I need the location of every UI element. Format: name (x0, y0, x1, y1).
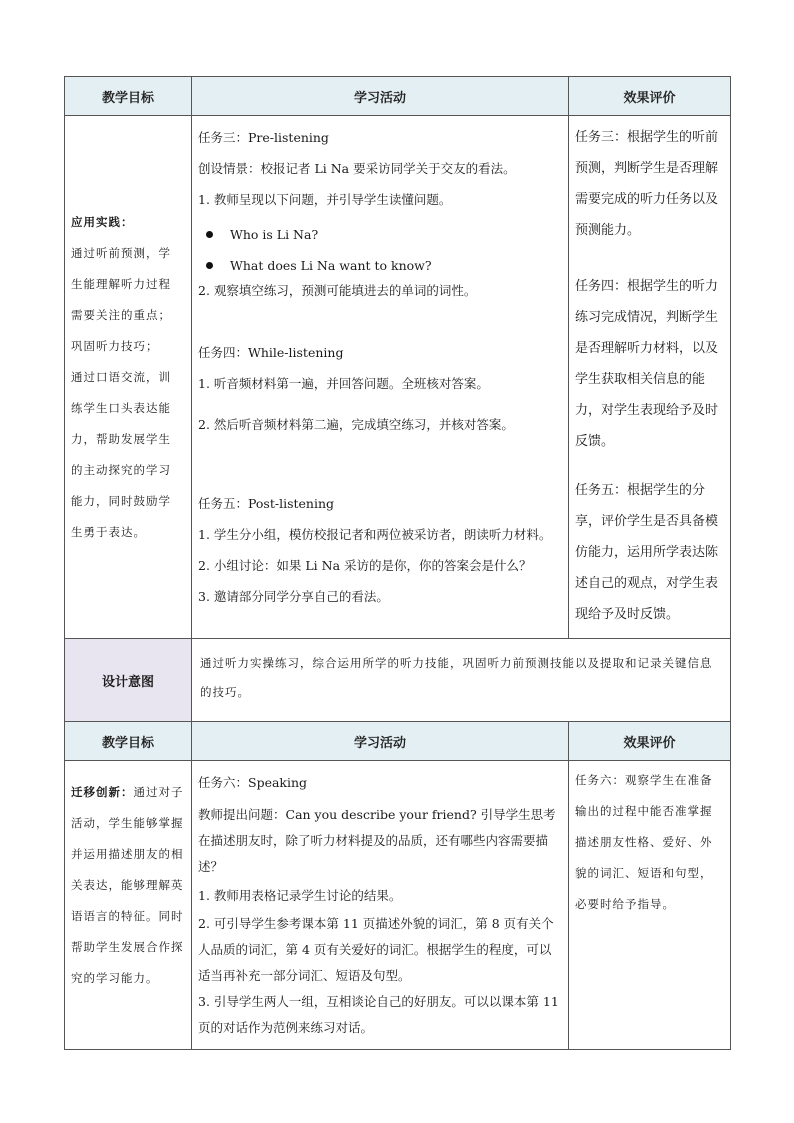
goal-line: 生勇于表达。 (71, 524, 146, 539)
task6-step1: 1. 教师用表格记录学生讨论的结果。 (198, 888, 402, 903)
table-header-row (65, 77, 731, 116)
bullet-item: What does Li Na want to know? (198, 250, 562, 281)
eval-task6: 任务六：观察学生在准备输出的过程中能否准掌握描述朋友性格、爱好、外貌的词汇、短语和句型，必要时给予指导。 (575, 773, 713, 911)
goal-line: 力，帮助发展学生 (71, 431, 171, 446)
goal-line: 巩固听力技巧； (71, 338, 159, 353)
goal-line: 通过口语交流，训 (71, 369, 171, 384)
header-learning-activity: 学习活动 (192, 722, 569, 761)
goal-line: 生能理解听力过程 (71, 276, 171, 291)
task5-title: 任务五：Post-listening (198, 496, 335, 511)
bullet-item: Who is Li Na? (198, 219, 562, 250)
goal-line: 能力，同时鼓励学 (71, 493, 171, 508)
activity-cell-tasks-3-5 (192, 116, 569, 639)
task6-step3: 3. 引导学生两人一组，互相谈论自己的好朋友。可以以课本第 11 页的对话作为范例来练习对话。 (198, 994, 559, 1035)
goal-line: 需要关注的重点； (71, 307, 171, 322)
activity-cell-task6 (192, 761, 569, 1050)
evaluation-cell-task6 (569, 761, 731, 1050)
goal-text: 通过对子活动，学生能够掌握并运用描述朋友的相关表达，能够理解英语语言的特征。同时帮助学生发展合作探究的学习能力。 (71, 785, 184, 985)
task3-context: 创设情景：校报记者 Li Na 要采访同学关于交友的看法。 (198, 161, 516, 176)
task3-step1: 1. 教师呈现以下问题，并引导学生读懂问题。 (198, 192, 452, 207)
header-teaching-goal: 教学目标 (65, 722, 192, 761)
task3-title: 任务三：Pre-listening (198, 130, 329, 145)
header-effect-evaluation: 效果评价 (569, 77, 731, 116)
task4-step2: 2. 然后听音频材料第二遍，完成填空练习，并核对答案。 (198, 417, 514, 432)
eval-task4: 任务四：根据学生的听力练习完成情况，判断学生是否理解听力材料，以及学生获取相关信息的能力，对学生表现给予及时反馈。 (575, 279, 719, 449)
eval-task3: 任务三：根据学生的听前预测，判断学生是否理解需要完成的听力任务以及预测能力。 (575, 130, 719, 238)
design-intent-label: 设计意图 (65, 639, 192, 722)
table-header-row (65, 722, 731, 761)
task5-step1: 1. 学生分小组，模仿校报记者和两位被采访者，朗读听力材料。 (198, 527, 552, 542)
table-row-transfer (65, 761, 731, 1050)
task4-step1: 1. 听音频材料第一遍，并回答问题。全班核对答案。 (198, 376, 489, 391)
task6-title: 任务六：Speaking (198, 775, 308, 790)
goal-line: 练学生口头表达能 (71, 400, 171, 415)
goal-cell-transfer (65, 761, 192, 1050)
eval-task5: 任务五：根据学生的分享，评价学生是否具备模仿能力，运用所学表达陈述自己的观点，对学生表现给予及时反馈。 (575, 483, 719, 622)
task5-step3: 3. 邀请部分同学分享自己的看法。 (198, 589, 389, 604)
header-effect-evaluation: 效果评价 (569, 722, 731, 761)
task6-step2: 2. 可引导学生参考课本第 11 页描述外貌的词汇，第 8 页有关个人品质的词汇，第 4 页有关爱好的词汇。根据学生的程度，可以适当再补充一部分词汇、短语及句型。 (198, 916, 554, 983)
evaluation-cell-tasks-3-5 (569, 116, 731, 639)
goal-cell-application (65, 116, 192, 639)
design-intent-text: 通过听力实操练习，综合运用所学的听力技能，巩固听力前预测技能以及提取和记录关键信息的技巧。 (192, 639, 731, 722)
header-teaching-goal: 教学目标 (65, 77, 192, 116)
task6-intro: 教师提出问题：Can you describe your friend? 引导学生思考在描述朋友时，除了听力材料提及的品质，还有哪些内容需要描述？ (198, 807, 556, 874)
goal-label: 迁移创新： (71, 785, 134, 799)
goal-line: 的主动探究的学习 (71, 462, 171, 477)
table-row-application (65, 116, 731, 639)
goal-label: 应用实践： (71, 214, 134, 229)
task3-step2: 2. 观察填空练习，预测可能填进去的单词的词性。 (198, 283, 477, 298)
table-row-design-intent (65, 639, 731, 722)
goal-line: 通过听前预测，学 (71, 245, 171, 260)
task4-title: 任务四：While-listening (198, 345, 344, 360)
task5-step2: 2. 小组讨论：如果 Li Na 采访的是你，你的答案会是什么？ (198, 558, 532, 573)
lesson-plan-table (64, 76, 731, 1050)
header-learning-activity: 学习活动 (192, 77, 569, 116)
